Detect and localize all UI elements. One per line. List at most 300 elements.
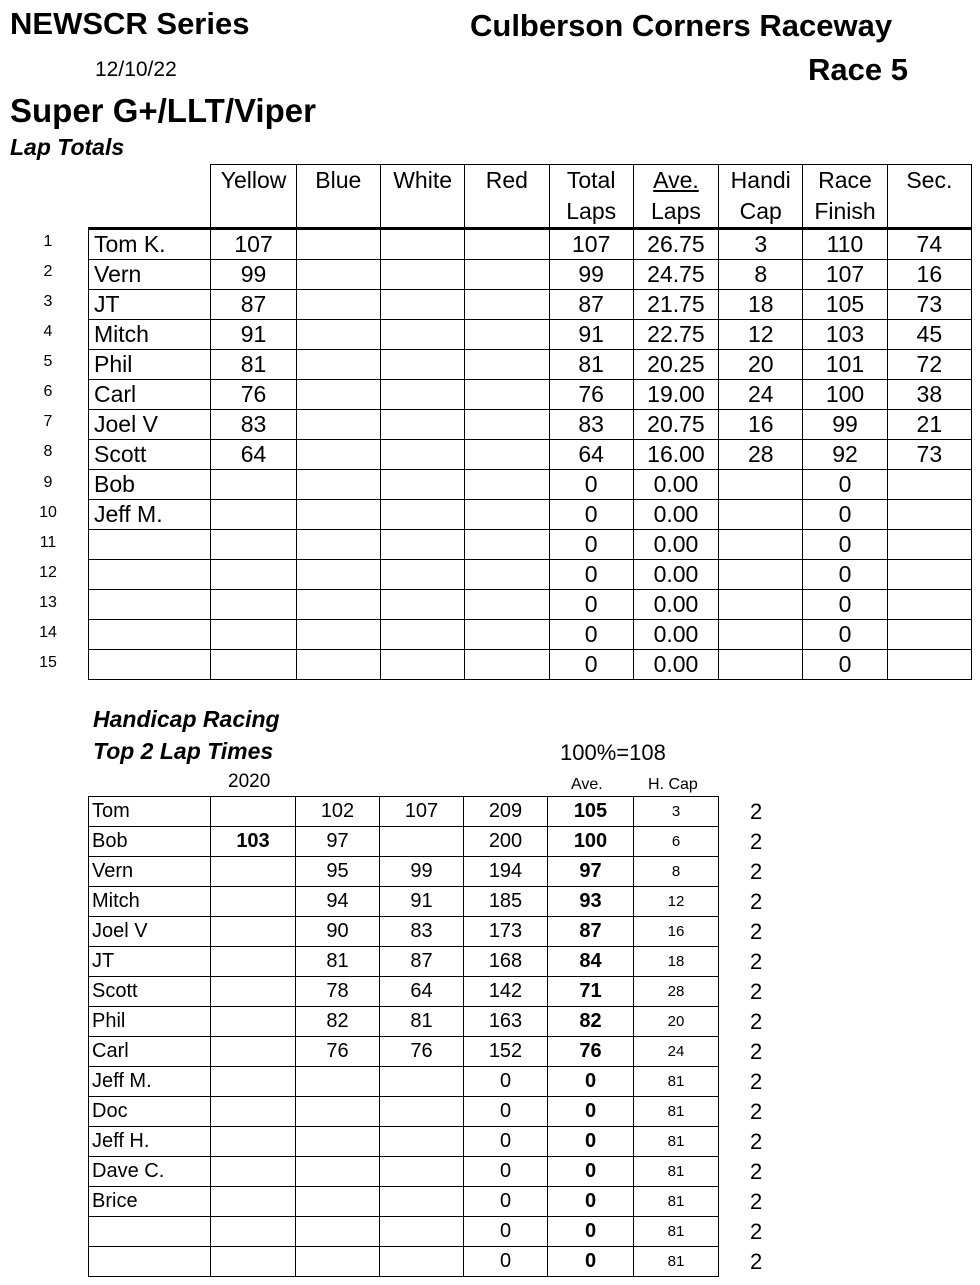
- cell-blue: [296, 470, 380, 500]
- race-number: Race 5: [808, 52, 908, 87]
- cell-finish: 0: [803, 500, 887, 530]
- cell-handicap: [719, 650, 803, 680]
- cell-white: [380, 620, 464, 650]
- handicap-extra-value: 2: [750, 1069, 763, 1094]
- cell-name: [89, 650, 211, 680]
- lap-totals-row: [89, 320, 972, 350]
- hcap-cell-sum: 0: [464, 1217, 548, 1247]
- ave-label: Ave.: [571, 776, 603, 793]
- hcap-cell-sum: 173: [464, 917, 548, 947]
- cell-total: 0: [549, 650, 633, 680]
- cell-ave: 22.75: [633, 320, 718, 350]
- cell-ave: 0.00: [633, 500, 718, 530]
- cell-sec: 45: [887, 320, 971, 350]
- hcap-cell-t2: 99: [380, 857, 464, 887]
- hcap-cell-y2020: [211, 1037, 296, 1067]
- handicap-extra-value: 2: [750, 1099, 763, 1124]
- hcap-cell-ave: 93: [548, 887, 634, 917]
- handicap-extra-value: 2: [750, 859, 763, 884]
- hcap-cell-y2020: [211, 1067, 296, 1097]
- hcap-cell-ave: 97: [548, 857, 634, 887]
- lap-totals-row: [89, 650, 972, 680]
- row-number: 11: [39, 533, 57, 551]
- hcap-cell-name: Tom: [89, 797, 211, 827]
- hcap-cell-t1: [296, 1127, 380, 1157]
- handicap-row: [89, 1037, 719, 1067]
- cell-name: Vern: [89, 260, 211, 290]
- cell-red: [465, 380, 549, 410]
- cell-white: [380, 290, 464, 320]
- hcap-cell-ave: 0: [548, 1157, 634, 1187]
- cell-finish: 99: [803, 410, 887, 440]
- cell-white: [380, 260, 464, 290]
- handicap-extra-value: 2: [750, 979, 763, 1004]
- cell-yellow: 87: [211, 290, 296, 320]
- cell-total: 83: [549, 410, 633, 440]
- cell-sec: [887, 470, 971, 500]
- hcap-cell-sum: 200: [464, 827, 548, 857]
- hcap-cell-hcap: 81: [634, 1247, 719, 1277]
- hcap-cell-hcap: 81: [634, 1217, 719, 1247]
- header-red: Red: [465, 165, 549, 229]
- lap-totals-heading: Lap Totals: [10, 134, 125, 160]
- cell-ave: 19.00: [633, 380, 718, 410]
- hcap-cell-hcap: 12: [634, 887, 719, 917]
- row-number: 3: [43, 293, 53, 311]
- hcap-cell-y2020: [211, 1157, 296, 1187]
- hcap-cell-y2020: [211, 857, 296, 887]
- hcap-cell-hcap: 81: [634, 1097, 719, 1127]
- cell-white: [380, 560, 464, 590]
- cell-total: 99: [549, 260, 633, 290]
- hcap-cell-ave: 82: [548, 1007, 634, 1037]
- cell-red: [465, 530, 549, 560]
- cell-ave: 26.75: [633, 229, 718, 260]
- cell-white: [380, 320, 464, 350]
- handicap-row: [89, 947, 719, 977]
- cell-blue: [296, 620, 380, 650]
- cell-name: Phil: [89, 350, 211, 380]
- cell-sec: 74: [887, 229, 971, 260]
- handicap-extra-value: 2: [750, 919, 763, 944]
- cell-white: [380, 590, 464, 620]
- hcap-cell-t2: 83: [380, 917, 464, 947]
- hcap-cell-name: Bob: [89, 827, 211, 857]
- hcap-cell-sum: 209: [464, 797, 548, 827]
- cell-total: 87: [549, 290, 633, 320]
- cell-total: 91: [549, 320, 633, 350]
- cell-red: [465, 320, 549, 350]
- cell-yellow: 81: [211, 350, 296, 380]
- header-ave-laps: Ave. Laps: [633, 165, 718, 229]
- hcap-label: H. Cap: [648, 776, 698, 793]
- cell-blue: [296, 560, 380, 590]
- hcap-cell-t1: 90: [296, 917, 380, 947]
- handicap-row: [89, 827, 719, 857]
- hcap-cell-hcap: 81: [634, 1127, 719, 1157]
- handicap-extra-value: 2: [750, 1189, 763, 1214]
- handicap-row: [89, 797, 719, 827]
- cell-name: Bob: [89, 470, 211, 500]
- cell-blue: [296, 440, 380, 470]
- hcap-cell-ave: 71: [548, 977, 634, 1007]
- cell-red: [465, 229, 549, 260]
- cell-red: [465, 290, 549, 320]
- cell-finish: 0: [803, 590, 887, 620]
- hcap-cell-hcap: 81: [634, 1157, 719, 1187]
- header-yellow: Yellow: [211, 165, 296, 229]
- cell-name: JT: [89, 290, 211, 320]
- header-sec: Sec.: [887, 165, 971, 229]
- race-date: 12/10/22: [95, 58, 177, 81]
- cell-yellow: 76: [211, 380, 296, 410]
- cell-handicap: 12: [719, 320, 803, 350]
- hcap-cell-hcap: 8: [634, 857, 719, 887]
- lap-totals-row: [89, 470, 972, 500]
- hcap-cell-t2: [380, 1247, 464, 1277]
- cell-finish: 110: [803, 229, 887, 260]
- cell-yellow: [211, 650, 296, 680]
- hcap-cell-y2020: [211, 1007, 296, 1037]
- year-label: 2020: [228, 771, 271, 792]
- header-total-laps: Total Laps: [549, 165, 633, 229]
- hcap-cell-t1: [296, 1067, 380, 1097]
- cell-white: [380, 410, 464, 440]
- hcap-cell-name: [89, 1247, 211, 1277]
- percent-note: 100%=108: [560, 740, 666, 765]
- cell-total: 107: [549, 229, 633, 260]
- cell-blue: [296, 650, 380, 680]
- cell-handicap: [719, 590, 803, 620]
- row-number: 5: [43, 353, 53, 371]
- handicap-row: [89, 1097, 719, 1127]
- cell-handicap: 3: [719, 229, 803, 260]
- cell-finish: 92: [803, 440, 887, 470]
- hcap-cell-name: Doc: [89, 1097, 211, 1127]
- hcap-cell-sum: 0: [464, 1067, 548, 1097]
- cell-red: [465, 590, 549, 620]
- cell-ave: 21.75: [633, 290, 718, 320]
- handicap-row: [89, 917, 719, 947]
- hcap-cell-t1: [296, 1217, 380, 1247]
- handicap-row: [89, 977, 719, 1007]
- cell-name: [89, 560, 211, 590]
- cell-blue: [296, 380, 380, 410]
- cell-blue: [296, 500, 380, 530]
- cell-handicap: 20: [719, 350, 803, 380]
- cell-white: [380, 229, 464, 260]
- lap-totals-row: [89, 530, 972, 560]
- hcap-cell-t1: 78: [296, 977, 380, 1007]
- handicap-row: [89, 1247, 719, 1277]
- cell-name: Carl: [89, 380, 211, 410]
- cell-name: [89, 590, 211, 620]
- cell-ave: 0.00: [633, 530, 718, 560]
- cell-total: 0: [549, 500, 633, 530]
- cell-sec: [887, 620, 971, 650]
- row-number: 7: [43, 413, 53, 431]
- hcap-cell-sum: 163: [464, 1007, 548, 1037]
- cell-sec: [887, 530, 971, 560]
- lap-totals-row: [89, 500, 972, 530]
- hcap-cell-t1: [296, 1247, 380, 1277]
- cell-sec: 72: [887, 350, 971, 380]
- cell-sec: [887, 560, 971, 590]
- cell-ave: 0.00: [633, 620, 718, 650]
- hcap-cell-hcap: 6: [634, 827, 719, 857]
- row-number: 1: [43, 233, 53, 250]
- cell-blue: [296, 290, 380, 320]
- cell-blue: [296, 350, 380, 380]
- cell-name: Jeff M.: [89, 500, 211, 530]
- hcap-cell-name: Jeff M.: [89, 1067, 211, 1097]
- cell-name: Scott: [89, 440, 211, 470]
- hcap-cell-hcap: 24: [634, 1037, 719, 1067]
- hcap-cell-ave: 0: [548, 1097, 634, 1127]
- top2-heading: Top 2 Lap Times: [93, 738, 274, 764]
- hcap-cell-sum: 194: [464, 857, 548, 887]
- cell-handicap: [719, 560, 803, 590]
- cell-yellow: [211, 470, 296, 500]
- cell-red: [465, 620, 549, 650]
- header-race-finish: Race Finish: [803, 165, 887, 229]
- hcap-cell-name: Jeff H.: [89, 1127, 211, 1157]
- hcap-cell-t2: 87: [380, 947, 464, 977]
- hcap-cell-t1: 97: [296, 827, 380, 857]
- hcap-cell-sum: 142: [464, 977, 548, 1007]
- cell-yellow: [211, 500, 296, 530]
- cell-yellow: [211, 590, 296, 620]
- hcap-cell-t1: 82: [296, 1007, 380, 1037]
- hcap-cell-ave: 0: [548, 1247, 634, 1277]
- hcap-cell-t2: [380, 827, 464, 857]
- cell-yellow: 107: [211, 229, 296, 260]
- cell-handicap: 24: [719, 380, 803, 410]
- cell-handicap: [719, 620, 803, 650]
- handicap-extra-value: 2: [750, 1159, 763, 1184]
- handicap-extra-value: 2: [750, 949, 763, 974]
- hcap-cell-name: Phil: [89, 1007, 211, 1037]
- handicap-row: [89, 1157, 719, 1187]
- cell-blue: [296, 260, 380, 290]
- hcap-cell-ave: 0: [548, 1127, 634, 1157]
- cell-white: [380, 470, 464, 500]
- hcap-cell-t2: 91: [380, 887, 464, 917]
- lap-totals-row: [89, 560, 972, 590]
- hcap-cell-t2: [380, 1157, 464, 1187]
- cell-blue: [296, 590, 380, 620]
- hcap-cell-sum: 0: [464, 1187, 548, 1217]
- series-title: NEWSCR Series: [10, 6, 250, 41]
- cell-red: [465, 560, 549, 590]
- hcap-cell-hcap: 18: [634, 947, 719, 977]
- cell-total: 64: [549, 440, 633, 470]
- cell-total: 0: [549, 470, 633, 500]
- hcap-cell-y2020: [211, 797, 296, 827]
- row-number: 2: [43, 263, 53, 281]
- cell-ave: 0.00: [633, 650, 718, 680]
- cell-blue: [296, 320, 380, 350]
- hcap-cell-t2: [380, 1067, 464, 1097]
- cell-ave: 0.00: [633, 590, 718, 620]
- cell-name: Joel V: [89, 410, 211, 440]
- hcap-cell-y2020: [211, 1097, 296, 1127]
- cell-white: [380, 380, 464, 410]
- hcap-cell-sum: 0: [464, 1127, 548, 1157]
- cell-sec: 73: [887, 440, 971, 470]
- cell-finish: 100: [803, 380, 887, 410]
- cell-name: Mitch: [89, 320, 211, 350]
- cell-handicap: [719, 470, 803, 500]
- cell-ave: 0.00: [633, 470, 718, 500]
- cell-red: [465, 650, 549, 680]
- cell-red: [465, 410, 549, 440]
- hcap-cell-t1: 76: [296, 1037, 380, 1067]
- cell-total: 0: [549, 590, 633, 620]
- cell-finish: 107: [803, 260, 887, 290]
- handicap-row: [89, 857, 719, 887]
- cell-blue: [296, 229, 380, 260]
- cell-yellow: [211, 620, 296, 650]
- hcap-cell-y2020: [211, 1187, 296, 1217]
- row-number: 12: [39, 563, 57, 581]
- cell-ave: 24.75: [633, 260, 718, 290]
- handicap-extra-value: 2: [750, 829, 763, 854]
- hcap-cell-t1: 102: [296, 797, 380, 827]
- lap-totals-row: [89, 229, 972, 260]
- cell-handicap: [719, 500, 803, 530]
- lap-totals-row: [89, 380, 972, 410]
- hcap-cell-t2: [380, 1127, 464, 1157]
- cell-finish: 105: [803, 290, 887, 320]
- track-title: Culberson Corners Raceway: [470, 8, 893, 43]
- handicap-row: [89, 1217, 719, 1247]
- hcap-cell-hcap: 81: [634, 1067, 719, 1097]
- lap-totals-row: [89, 590, 972, 620]
- hcap-cell-y2020: 103: [211, 827, 296, 857]
- cell-handicap: 8: [719, 260, 803, 290]
- handicap-row: [89, 887, 719, 917]
- hcap-cell-t1: 81: [296, 947, 380, 977]
- row-number: 14: [39, 623, 57, 641]
- cell-finish: 0: [803, 620, 887, 650]
- hcap-cell-sum: 185: [464, 887, 548, 917]
- hcap-cell-y2020: [211, 947, 296, 977]
- hcap-cell-y2020: [211, 917, 296, 947]
- cell-yellow: 64: [211, 440, 296, 470]
- row-number: 4: [43, 323, 53, 341]
- cell-sec: 38: [887, 380, 971, 410]
- hcap-cell-t1: [296, 1097, 380, 1127]
- hcap-cell-name: Vern: [89, 857, 211, 887]
- cell-finish: 0: [803, 530, 887, 560]
- hcap-cell-sum: 152: [464, 1037, 548, 1067]
- row-number: 9: [43, 473, 53, 491]
- cell-handicap: 18: [719, 290, 803, 320]
- cell-handicap: 16: [719, 410, 803, 440]
- handicap-extra-value: 2: [750, 889, 763, 914]
- cell-finish: 103: [803, 320, 887, 350]
- cell-finish: 0: [803, 560, 887, 590]
- hcap-cell-name: Carl: [89, 1037, 211, 1067]
- cell-total: 0: [549, 530, 633, 560]
- hcap-cell-ave: 76: [548, 1037, 634, 1067]
- cell-ave: 20.25: [633, 350, 718, 380]
- header-blank-cell: [89, 165, 211, 229]
- hcap-cell-name: Joel V: [89, 917, 211, 947]
- hcap-cell-t1: [296, 1187, 380, 1217]
- cell-white: [380, 500, 464, 530]
- cell-handicap: [719, 530, 803, 560]
- hcap-cell-t2: 76: [380, 1037, 464, 1067]
- lap-totals-row: [89, 410, 972, 440]
- cell-name: [89, 530, 211, 560]
- cell-red: [465, 470, 549, 500]
- lap-totals-row: [89, 350, 972, 380]
- handicap-table: [88, 796, 719, 1277]
- cell-yellow: [211, 530, 296, 560]
- lap-totals-row: [89, 620, 972, 650]
- row-number: 8: [43, 443, 53, 461]
- handicap-row: [89, 1187, 719, 1217]
- hcap-cell-y2020: [211, 887, 296, 917]
- handicap-extra-value: 2: [750, 1009, 763, 1034]
- hcap-cell-ave: 0: [548, 1067, 634, 1097]
- hcap-cell-sum: 0: [464, 1097, 548, 1127]
- hcap-cell-ave: 105: [548, 797, 634, 827]
- hcap-cell-name: [89, 1217, 211, 1247]
- hcap-cell-y2020: [211, 977, 296, 1007]
- hcap-cell-t1: [296, 1157, 380, 1187]
- lap-totals-header-row: [89, 165, 972, 229]
- row-number: 15: [39, 653, 57, 671]
- hcap-cell-hcap: 16: [634, 917, 719, 947]
- row-number: 6: [43, 383, 53, 401]
- cell-total: 81: [549, 350, 633, 380]
- handicap-extra-value: 2: [750, 1249, 763, 1274]
- hcap-cell-name: Scott: [89, 977, 211, 1007]
- hcap-cell-t2: [380, 1217, 464, 1247]
- hcap-cell-sum: 0: [464, 1157, 548, 1187]
- cell-red: [465, 440, 549, 470]
- header-blue: Blue: [296, 165, 380, 229]
- lap-totals-row: [89, 260, 972, 290]
- hcap-cell-name: JT: [89, 947, 211, 977]
- cell-white: [380, 650, 464, 680]
- hcap-cell-y2020: [211, 1127, 296, 1157]
- cell-red: [465, 350, 549, 380]
- cell-red: [465, 260, 549, 290]
- cell-name: [89, 620, 211, 650]
- hcap-cell-name: Dave C.: [89, 1157, 211, 1187]
- hcap-cell-hcap: 28: [634, 977, 719, 1007]
- hcap-cell-t2: 64: [380, 977, 464, 1007]
- cell-red: [465, 500, 549, 530]
- cell-white: [380, 350, 464, 380]
- hcap-cell-y2020: [211, 1217, 296, 1247]
- hcap-cell-ave: 0: [548, 1187, 634, 1217]
- hcap-cell-ave: 84: [548, 947, 634, 977]
- handicap-row: [89, 1067, 719, 1097]
- handicap-row: [89, 1007, 719, 1037]
- cell-ave: 0.00: [633, 560, 718, 590]
- hcap-cell-hcap: 3: [634, 797, 719, 827]
- lap-totals-table: [88, 164, 972, 680]
- hcap-cell-t2: 81: [380, 1007, 464, 1037]
- handicap-extra-value: 2: [750, 1039, 763, 1064]
- hcap-cell-sum: 0: [464, 1247, 548, 1277]
- handicap-extra-value: 2: [750, 1219, 763, 1244]
